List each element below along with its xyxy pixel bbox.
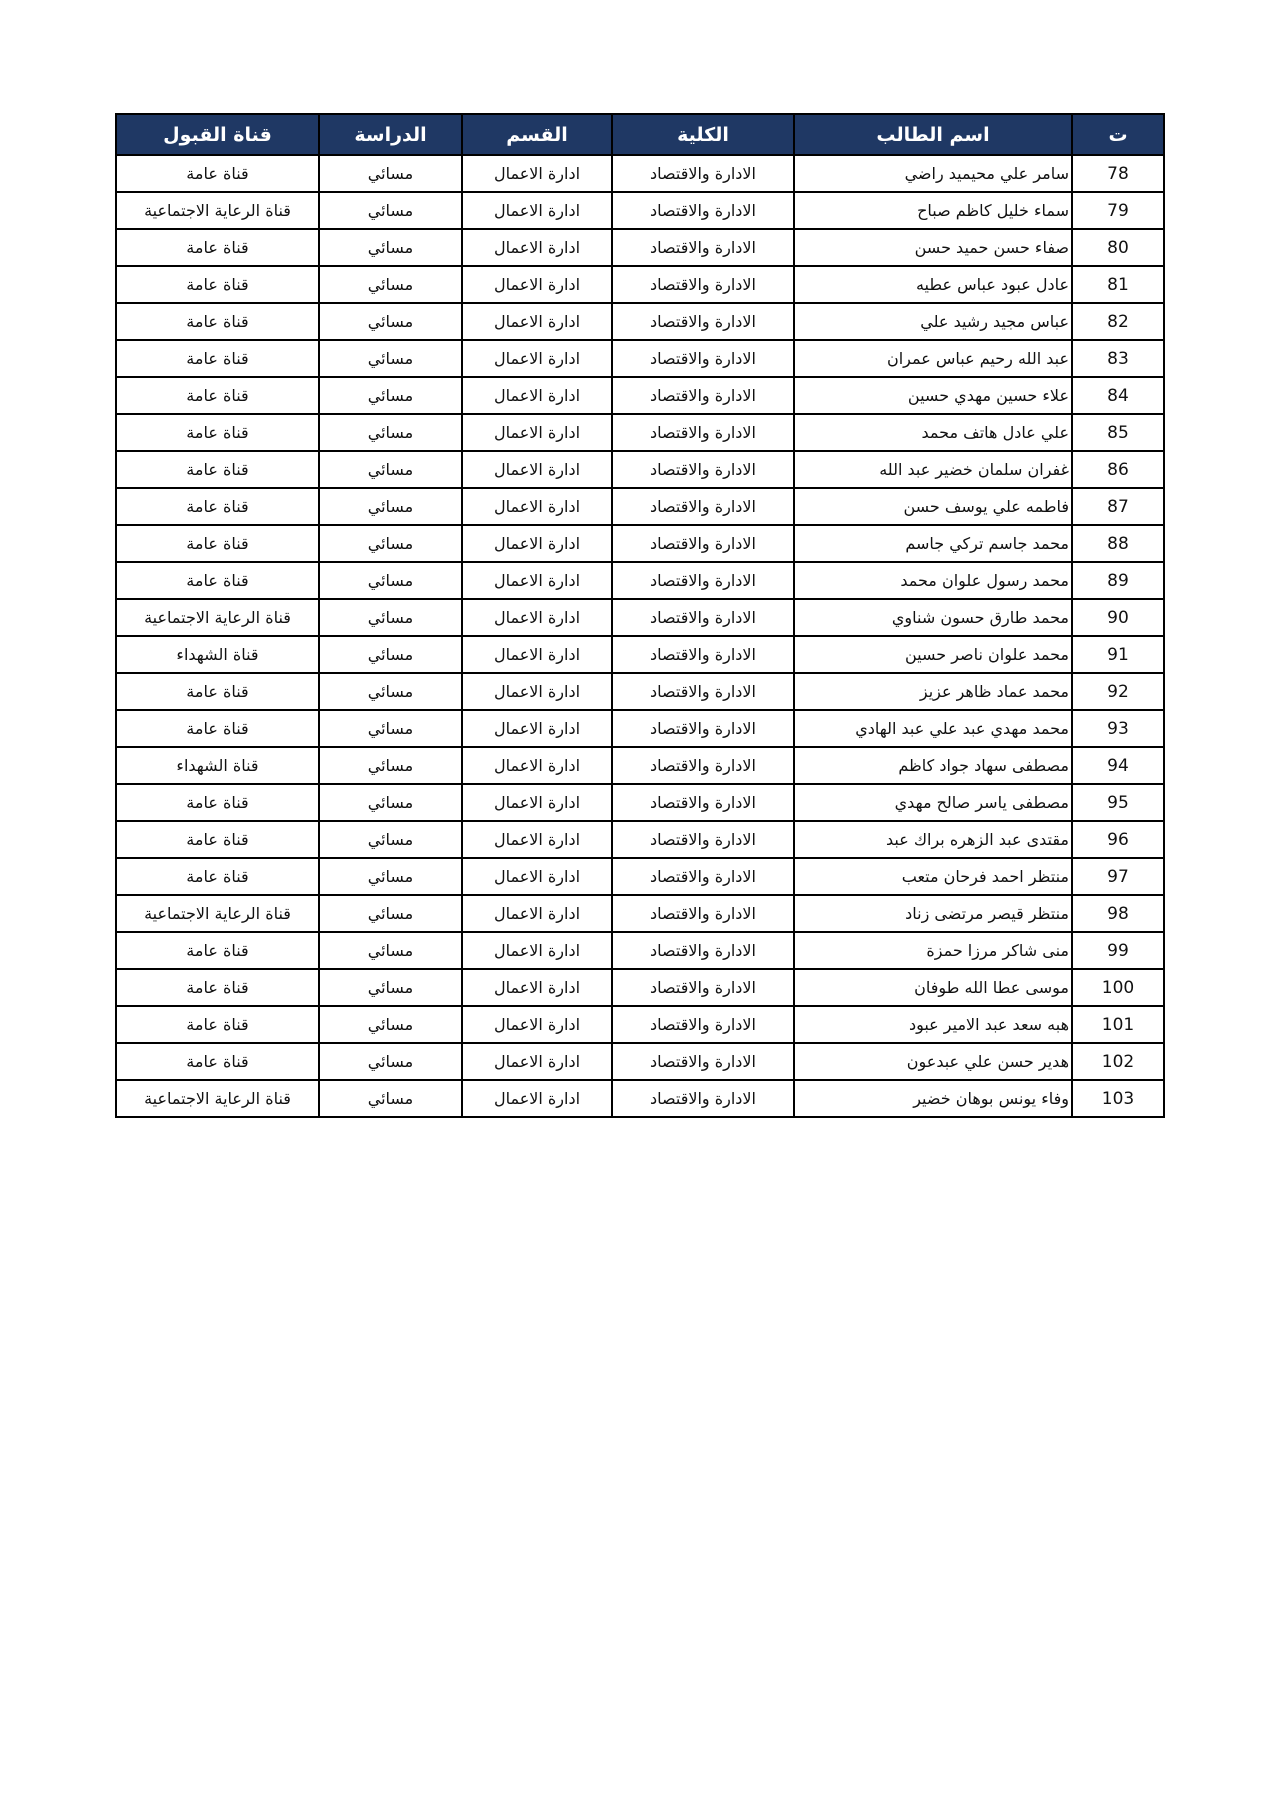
cell-name: هبه سعد عبد الامير عبود [794,1006,1072,1043]
cell-department: ادارة الاعمال [462,969,612,1006]
cell-no: 78 [1072,155,1164,192]
cell-study: مسائي [319,192,462,229]
cell-name: وفاء يونس بوهان خضير [794,1080,1072,1117]
cell-name: محمد عماد ظاهر عزيز [794,673,1072,710]
table-row [116,303,1164,340]
cell-channel: قناة عامة [116,710,319,747]
cell-department: ادارة الاعمال [462,266,612,303]
cell-department: ادارة الاعمال [462,525,612,562]
table-row [116,266,1164,303]
cell-no: 95 [1072,784,1164,821]
cell-name: مصطفى سهاد جواد كاظم [794,747,1072,784]
cell-college: الادارة والاقتصاد [612,673,794,710]
cell-no: 92 [1072,673,1164,710]
cell-study: مسائي [319,414,462,451]
table-row [116,562,1164,599]
cell-college: الادارة والاقتصاد [612,747,794,784]
cell-department: ادارة الاعمال [462,1043,612,1080]
table-row [116,932,1164,969]
cell-department: ادارة الاعمال [462,377,612,414]
cell-channel: قناة عامة [116,451,319,488]
cell-college: الادارة والاقتصاد [612,303,794,340]
cell-department: ادارة الاعمال [462,895,612,932]
cell-name: عادل عبود عباس عطيه [794,266,1072,303]
cell-channel: قناة عامة [116,155,319,192]
table-row [116,858,1164,895]
cell-channel: قناة عامة [116,229,319,266]
table-row [116,895,1164,932]
cell-study: مسائي [319,525,462,562]
cell-channel: قناة عامة [116,858,319,895]
cell-channel: قناة عامة [116,266,319,303]
cell-channel: قناة عامة [116,525,319,562]
cell-channel: قناة عامة [116,1006,319,1043]
table-row [116,673,1164,710]
table-row [116,821,1164,858]
cell-study: مسائي [319,969,462,1006]
cell-channel: قناة عامة [116,1043,319,1080]
column-header-channel: قناة القبول [116,114,319,155]
table-row [116,525,1164,562]
cell-department: ادارة الاعمال [462,303,612,340]
cell-no: 94 [1072,747,1164,784]
cell-name: منتظر قيصر مرتضى زناد [794,895,1072,932]
cell-channel: قناة الرعاية الاجتماعية [116,192,319,229]
table-row [116,636,1164,673]
cell-no: 83 [1072,340,1164,377]
table-row [116,599,1164,636]
cell-name: محمد مهدي عبد علي عبد الهادي [794,710,1072,747]
cell-name: سماء خليل كاظم صباح [794,192,1072,229]
cell-college: الادارة والاقتصاد [612,895,794,932]
cell-name: منى شاكر مرزا حمزة [794,932,1072,969]
cell-college: الادارة والاقتصاد [612,155,794,192]
cell-no: 82 [1072,303,1164,340]
table-row [116,1080,1164,1117]
table-row [116,377,1164,414]
cell-department: ادارة الاعمال [462,414,612,451]
cell-channel: قناة الشهداء [116,747,319,784]
column-header-college: الكلية [612,114,794,155]
cell-no: 87 [1072,488,1164,525]
cell-department: ادارة الاعمال [462,858,612,895]
cell-study: مسائي [319,562,462,599]
cell-college: الادارة والاقتصاد [612,340,794,377]
cell-channel: قناة عامة [116,784,319,821]
cell-department: ادارة الاعمال [462,155,612,192]
cell-no: 91 [1072,636,1164,673]
cell-department: ادارة الاعمال [462,784,612,821]
cell-no: 101 [1072,1006,1164,1043]
cell-study: مسائي [319,673,462,710]
cell-study: مسائي [319,377,462,414]
table-header [116,114,1164,155]
cell-no: 84 [1072,377,1164,414]
students-table-container [117,113,1165,1118]
cell-channel: قناة عامة [116,673,319,710]
table-row [116,784,1164,821]
cell-study: مسائي [319,895,462,932]
cell-no: 98 [1072,895,1164,932]
table-row [116,488,1164,525]
cell-study: مسائي [319,340,462,377]
table-row [116,340,1164,377]
cell-college: الادارة والاقتصاد [612,932,794,969]
table-row [116,451,1164,488]
cell-college: الادارة والاقتصاد [612,192,794,229]
cell-no: 80 [1072,229,1164,266]
cell-college: الادارة والاقتصاد [612,525,794,562]
cell-channel: قناة عامة [116,414,319,451]
cell-name: موسى عطا الله طوفان [794,969,1072,1006]
cell-department: ادارة الاعمال [462,636,612,673]
cell-college: الادارة والاقتصاد [612,229,794,266]
cell-name: محمد جاسم تركي جاسم [794,525,1072,562]
table-row [116,155,1164,192]
cell-department: ادارة الاعمال [462,710,612,747]
cell-no: 102 [1072,1043,1164,1080]
cell-college: الادارة والاقتصاد [612,710,794,747]
table-row [116,192,1164,229]
cell-study: مسائي [319,932,462,969]
table-row [116,710,1164,747]
students-table [115,113,1165,1118]
cell-department: ادارة الاعمال [462,488,612,525]
cell-no: 103 [1072,1080,1164,1117]
cell-name: محمد طارق حسون شناوي [794,599,1072,636]
cell-channel: قناة الرعاية الاجتماعية [116,599,319,636]
cell-study: مسائي [319,821,462,858]
cell-channel: قناة عامة [116,562,319,599]
cell-college: الادارة والاقتصاد [612,784,794,821]
cell-college: الادارة والاقتصاد [612,266,794,303]
cell-name: منتظر احمد فرحان متعب [794,858,1072,895]
table-header-row [116,114,1164,155]
cell-study: مسائي [319,710,462,747]
cell-channel: قناة عامة [116,821,319,858]
table-row [116,747,1164,784]
column-header-study: الدراسة [319,114,462,155]
cell-name: محمد رسول علوان محمد [794,562,1072,599]
cell-college: الادارة والاقتصاد [612,1080,794,1117]
cell-name: علي عادل هاتف محمد [794,414,1072,451]
cell-college: الادارة والاقتصاد [612,1006,794,1043]
cell-college: الادارة والاقتصاد [612,969,794,1006]
cell-study: مسائي [319,747,462,784]
cell-no: 79 [1072,192,1164,229]
cell-department: ادارة الاعمال [462,192,612,229]
cell-channel: قناة عامة [116,932,319,969]
table-row [116,229,1164,266]
cell-name: مصطفى ياسر صالح مهدي [794,784,1072,821]
cell-channel: قناة عامة [116,488,319,525]
cell-no: 99 [1072,932,1164,969]
cell-college: الادارة والاقتصاد [612,821,794,858]
cell-no: 89 [1072,562,1164,599]
cell-college: الادارة والاقتصاد [612,858,794,895]
cell-college: الادارة والاقتصاد [612,636,794,673]
cell-no: 96 [1072,821,1164,858]
column-header-name: اسم الطالب [794,114,1072,155]
column-header-department: القسم [462,114,612,155]
cell-study: مسائي [319,599,462,636]
cell-department: ادارة الاعمال [462,340,612,377]
cell-no: 97 [1072,858,1164,895]
cell-department: ادارة الاعمال [462,747,612,784]
cell-name: عباس مجيد رشيد علي [794,303,1072,340]
cell-channel: قناة الرعاية الاجتماعية [116,1080,319,1117]
cell-channel: قناة الشهداء [116,636,319,673]
cell-department: ادارة الاعمال [462,451,612,488]
cell-study: مسائي [319,155,462,192]
cell-no: 81 [1072,266,1164,303]
cell-name: غفران سلمان خضير عبد الله [794,451,1072,488]
cell-department: ادارة الاعمال [462,599,612,636]
cell-no: 93 [1072,710,1164,747]
students-table-body [116,155,1164,1117]
cell-study: مسائي [319,1043,462,1080]
cell-channel: قناة عامة [116,340,319,377]
table-row [116,414,1164,451]
cell-study: مسائي [319,1080,462,1117]
cell-no: 90 [1072,599,1164,636]
cell-no: 85 [1072,414,1164,451]
cell-college: الادارة والاقتصاد [612,562,794,599]
cell-channel: قناة عامة [116,377,319,414]
cell-name: علاء حسين مهدي حسين [794,377,1072,414]
cell-study: مسائي [319,858,462,895]
cell-name: هدير حسن علي عبدعون [794,1043,1072,1080]
cell-channel: قناة الرعاية الاجتماعية [116,895,319,932]
cell-no: 100 [1072,969,1164,1006]
cell-department: ادارة الاعمال [462,229,612,266]
cell-college: الادارة والاقتصاد [612,451,794,488]
cell-department: ادارة الاعمال [462,673,612,710]
cell-name: فاطمه علي يوسف حسن [794,488,1072,525]
cell-channel: قناة عامة [116,969,319,1006]
cell-name: مقتدى عبد الزهره براك عبد [794,821,1072,858]
cell-study: مسائي [319,488,462,525]
table-row [116,1043,1164,1080]
cell-channel: قناة عامة [116,303,319,340]
cell-college: الادارة والاقتصاد [612,1043,794,1080]
cell-department: ادارة الاعمال [462,562,612,599]
cell-study: مسائي [319,784,462,821]
cell-study: مسائي [319,451,462,488]
cell-department: ادارة الاعمال [462,821,612,858]
cell-study: مسائي [319,266,462,303]
cell-college: الادارة والاقتصاد [612,377,794,414]
cell-name: سامر علي محيميد راضي [794,155,1072,192]
cell-college: الادارة والاقتصاد [612,488,794,525]
cell-study: مسائي [319,636,462,673]
cell-name: محمد علوان ناصر حسين [794,636,1072,673]
cell-college: الادارة والاقتصاد [612,599,794,636]
table-row [116,969,1164,1006]
cell-college: الادارة والاقتصاد [612,414,794,451]
cell-department: ادارة الاعمال [462,1080,612,1117]
cell-study: مسائي [319,1006,462,1043]
column-header-no: ت [1072,114,1164,155]
cell-study: مسائي [319,229,462,266]
cell-no: 88 [1072,525,1164,562]
cell-department: ادارة الاعمال [462,932,612,969]
cell-study: مسائي [319,303,462,340]
cell-name: صفاء حسن حميد حسن [794,229,1072,266]
cell-name: عبد الله رحيم عباس عمران [794,340,1072,377]
table-row [116,1006,1164,1043]
cell-department: ادارة الاعمال [462,1006,612,1043]
cell-no: 86 [1072,451,1164,488]
